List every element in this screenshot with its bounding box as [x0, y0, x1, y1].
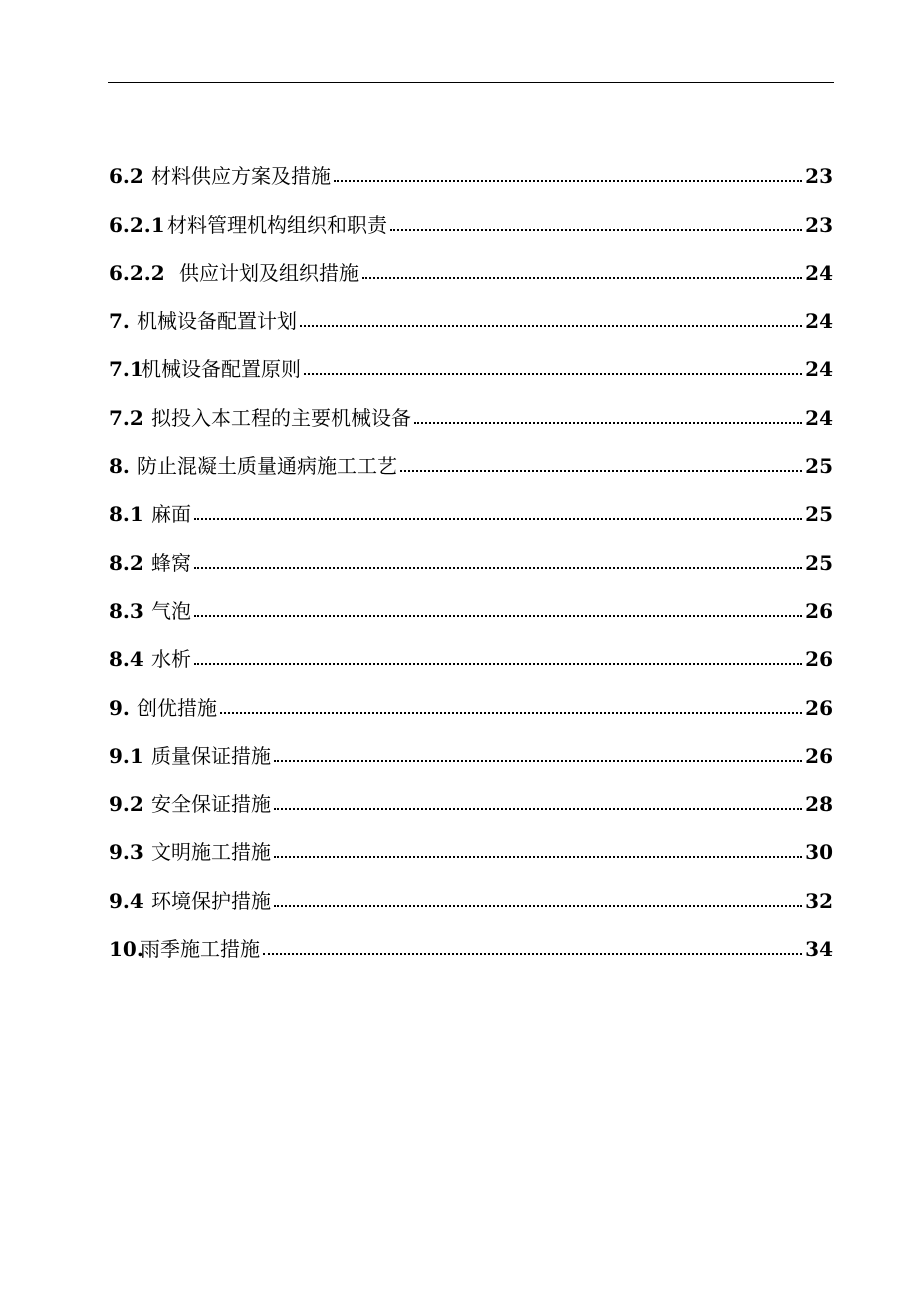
toc-entry-number: 9.3: [109, 840, 144, 865]
toc-entry-page: 34: [805, 937, 833, 962]
toc-entry[interactable]: [109, 331, 833, 382]
toc-entry-title: 环境保护措施: [151, 888, 271, 913]
toc-entry-number: 6.2: [109, 164, 144, 189]
toc-entry[interactable]: [109, 718, 833, 766]
toc-entry-page: 26: [805, 743, 833, 768]
toc-entry-page: 26: [805, 598, 833, 623]
toc-entry-number: 7.1: [109, 357, 144, 382]
toc-entry-page: 28: [805, 792, 833, 817]
toc-entry-title: 气泡: [151, 598, 191, 623]
toc-leader-dots: [274, 760, 802, 762]
toc-entry-number: 8.4: [109, 647, 144, 672]
toc-leader-dots: [400, 470, 802, 472]
toc-entry-title: 水析: [151, 647, 191, 672]
toc-entry-page: 23: [805, 212, 833, 237]
header-rule: [108, 82, 834, 83]
toc-entry-number: 10.: [109, 937, 144, 962]
toc-entry-title: 蜂窝: [151, 550, 191, 575]
toc-entry[interactable]: [109, 669, 833, 720]
toc-entry-number: 7.: [109, 309, 130, 334]
toc-leader-dots: [304, 373, 802, 375]
toc-entry-page: 32: [805, 888, 833, 913]
toc-leader-dots: [300, 325, 802, 327]
toc-entry[interactable]: [109, 911, 833, 962]
toc-leader-dots: [414, 422, 802, 424]
toc-entry-page: 25: [805, 454, 833, 479]
toc-leader-dots: [194, 567, 802, 569]
toc-entry[interactable]: [109, 186, 833, 237]
toc-entry-page: 25: [805, 502, 833, 527]
toc-entry[interactable]: [109, 138, 833, 189]
toc-entry-title: 供应计划及组织措施: [179, 260, 359, 285]
toc-entry-number: 9.: [109, 695, 130, 720]
toc-entry-number: 6.2.1: [109, 212, 165, 237]
toc-leader-dots: [274, 905, 802, 907]
toc-entry-title: 防止混凝土质量通病施工工艺: [137, 454, 397, 479]
toc-entry-title: 创优措施: [137, 695, 217, 720]
toc-entry-title: 机械设备配置计划: [137, 309, 297, 334]
toc-entry[interactable]: [109, 283, 833, 334]
toc-leader-dots: [274, 808, 802, 810]
toc-leader-dots: [194, 615, 802, 617]
toc-entry[interactable]: [109, 476, 833, 527]
toc-entry[interactable]: [109, 235, 833, 283]
toc-entry-title: 雨季施工措施: [140, 937, 260, 962]
toc-entry-number: 9.1: [109, 743, 144, 768]
toc-entry-page: 30: [805, 840, 833, 865]
table-of-contents: [109, 138, 833, 962]
toc-entry-page: 26: [805, 695, 833, 720]
toc-entry[interactable]: [109, 524, 833, 575]
toc-entry[interactable]: [109, 621, 833, 672]
toc-entry-title: 质量保证措施: [151, 743, 271, 768]
toc-entry[interactable]: [109, 428, 833, 479]
toc-leader-dots: [220, 712, 802, 714]
toc-entry[interactable]: [109, 379, 833, 430]
toc-entry-page: 24: [805, 309, 833, 334]
toc-entry-title: 安全保证措施: [151, 792, 271, 817]
toc-entry-title: 机械设备配置原则: [141, 357, 301, 382]
toc-leader-dots: [274, 856, 802, 858]
toc-entry-page: 23: [805, 164, 833, 189]
toc-entry-number: 8.1: [109, 502, 144, 527]
toc-entry-title: 材料管理机构组织和职责: [167, 212, 387, 237]
toc-entry-number: 9.4: [109, 888, 144, 913]
toc-entry-page: 24: [805, 405, 833, 430]
toc-entry-page: 24: [805, 357, 833, 382]
toc-entry-number: 6.2.2: [109, 260, 165, 285]
toc-entry-title: 拟投入本工程的主要机械设备: [151, 405, 411, 430]
toc-entry-number: 8.3: [109, 598, 144, 623]
toc-entry[interactable]: [109, 814, 833, 865]
toc-leader-dots: [194, 663, 802, 665]
toc-entry-number: 7.2: [109, 405, 144, 430]
toc-entry-title: 文明施工措施: [151, 840, 271, 865]
toc-entry-page: 24: [805, 260, 833, 285]
toc-entry-number: 8.2: [109, 550, 144, 575]
toc-leader-dots: [334, 180, 802, 182]
toc-entry[interactable]: [109, 862, 833, 913]
toc-entry[interactable]: [109, 573, 833, 621]
toc-entry-title: 材料供应方案及措施: [151, 164, 331, 189]
toc-leader-dots: [263, 953, 802, 955]
toc-leader-dots: [390, 229, 802, 231]
toc-entry-number: 9.2: [109, 792, 144, 817]
toc-entry-page: 26: [805, 647, 833, 672]
toc-leader-dots: [194, 518, 802, 520]
toc-entry[interactable]: [109, 766, 833, 817]
toc-leader-dots: [362, 277, 802, 279]
toc-entry-number: 8.: [109, 454, 130, 479]
toc-entry-title: 麻面: [151, 502, 191, 527]
toc-entry-page: 25: [805, 550, 833, 575]
